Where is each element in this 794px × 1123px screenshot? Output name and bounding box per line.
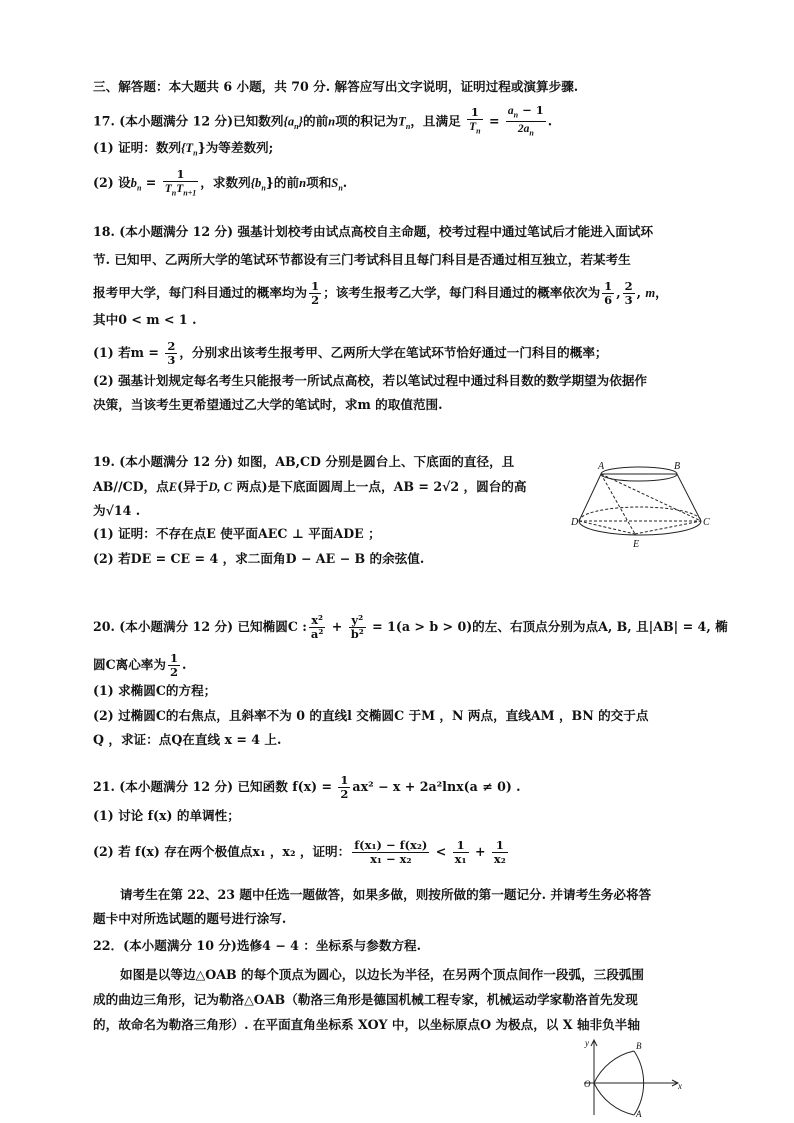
q17-frac-rhs: $\frac{a_n - 1}{2a_n}$: [507, 103, 544, 138]
label-d: D: [571, 517, 579, 528]
reuleaux-figure: [582, 1037, 687, 1119]
q21-line1: 21. (本小题满分 12 分) 已知函数 f(x) = $\frac{1}{2}$ ax² − x + 2a²lnx(a ≠ 0) .: [93, 773, 521, 801]
segment-de: [579, 521, 635, 534]
q17-frac-lhs: $\frac{1}{T_n}$: [469, 105, 481, 136]
right-generatrix: [677, 474, 701, 521]
q17-frac-b: $\frac{1}{T_nT_{n+1}}$: [164, 167, 197, 198]
q19-part2: (2) 若DE = CE = 4 ，求二面角D − AE − B 的余弦值.: [93, 551, 425, 566]
q20-line1: 20. (本小题满分 12 分) 已知椭圆C : $\frac{\text{x²}}{\text{a²}}$ + $\frac{\text{y²}}{\text{b²}}$ = 1(a > b > 0)的左、右顶点分别为点A, B, 且|AB| = 4, 椭: [93, 613, 728, 641]
frustum-figure: [562, 455, 717, 555]
q18-part1: (1) 若m = $\frac{2}{3}$ ，分别求出该考生报考甲、乙两所大学在笔试环节恰好通过一门科目的概率；: [93, 339, 608, 367]
note-line2: 题卡中对所选试题的题号进行涂写.: [93, 911, 287, 926]
note-line1: 请考生在第 22、23 题中任选一题做答，如果多做，则按所做的第一题记分. 并请考生务必将答: [120, 887, 652, 902]
q17-part2: (2) 设$b_n$ = $\frac{1}{T_nT_{n+1}}$ ，求数列$\{b_n\}$的前n项和$S_n$.: [93, 167, 348, 198]
label-o: O: [584, 1079, 591, 1089]
q22-line2: 成的曲边三角形，记为勒洛△OAB（勒洛三角形是德国机械工程专家，机械运动学家勒洛首先发现: [93, 992, 638, 1007]
label-y: y: [585, 1038, 589, 1048]
q18-part2-cont: 决策，当该考生更希望通过乙大学的笔试时，求m 的取值范围.: [93, 397, 443, 412]
arc-ao: [594, 1083, 634, 1115]
label-a2: A: [636, 1109, 642, 1119]
q18-line2: 节. 已知甲、乙两所大学的笔试环节都设有三门考试科目且每门科目是否通过相互独立，若某考生: [93, 252, 631, 267]
arc-ba: [634, 1051, 644, 1115]
q20-part2-cont: Q ，求证：点Q在直线 x = 4 上.: [93, 732, 282, 747]
left-generatrix: [579, 474, 601, 521]
q20-line2: 圆C离心率为 $\frac{1}{2}$ .: [93, 651, 187, 679]
label-c: C: [703, 517, 710, 528]
segment-ae: [601, 474, 635, 534]
label-x: x: [678, 1081, 682, 1091]
label-a: A: [598, 461, 605, 472]
q20-part2: (2) 过椭圆C的右焦点，且斜率不为 0 的直线l 交椭圆C 于M ，N 两点，直线AM ，BN 的交于点: [93, 708, 649, 723]
q22-title: 22．(本小题满分 10 分)选修4 − 4 ：坐标系与参数方程.: [93, 938, 422, 953]
q17-part1: (1) 证明：数列$\{T_n\}$为等差数列;: [93, 140, 274, 158]
q18-part2: (2) 强基计划规定每名考生只能报考一所试点高校，若以笔试过程中通过科目数的数学期望为依据作: [93, 373, 648, 388]
q21-part1: (1) 讨论 f(x) 的单调性；: [93, 808, 240, 823]
section-header: 三、解答题：本大题共 6 小题，共 70 分. 解答应写出文字说明，证明过程或演算步骤.: [93, 79, 579, 94]
q19-line2: AB//CD，点E(异于D, C 两点)是下底面圆周上一点，AB = 2√2 ，圆台的高: [93, 479, 527, 494]
q18-line4: 其中0 < m < 1 .: [93, 312, 197, 327]
label-b: B: [674, 461, 681, 472]
label-e: E: [633, 539, 640, 550]
q22-line3: 的，故命名为勒洛三角形）. 在平面直角坐标系 XOY 中，以坐标原点O 为极点，以 X 轴非负半轴: [93, 1017, 640, 1032]
q17-stem: 17. (本小题满分 12 分)已知数列$\{a_n\}$的前n项的积记为$T_n$，且满足 $\frac{1}{T_n}$ = $\frac{a_n - 1}{2a_n}$ .: [93, 103, 553, 138]
q19-line3: 为√14 .: [93, 503, 141, 518]
q20-part1: (1) 求椭圆C的方程；: [93, 683, 217, 698]
q19-line1: 19. (本小题满分 12 分) 如图，AB,CD 分别是圆台上、下底面的直径，且: [93, 454, 515, 469]
q19-part1: (1) 证明：不存在点E 使平面AEC ⊥ 平面ADE ；: [93, 526, 381, 541]
q18-line1: 18. (本小题满分 12 分) 强基计划校考由试点高校自主命题，校考过程中通过笔试后才能进入面试环: [93, 224, 654, 239]
segment-ec: [635, 521, 701, 534]
arc-ob: [594, 1051, 634, 1083]
q18-line3: 报考甲大学，每门科目通过的概率均为 $\frac{1}{2}$ ；该考生报考乙大学，每门科目通过的概率依次为 $\frac{1}{6}$ , $\frac{2}{3}$ , m，: [93, 279, 668, 307]
bottom-base-back: [579, 507, 701, 521]
q21-part2: (2) 若 f(x) 存在两个极值点x₁ ，x₂ ，证明： $\frac{\text{f(x₁) − f(x₂)}}{\text{x₁ − x₂}}$ < $\frac{1}{\text{x₁}}$ + $\frac{1}{\text{x₂}}$: [93, 838, 506, 866]
q22-line1: 如图是以等边△OAB 的每个顶点为圆心，以边长为半径，在另两个顶点间作一段弧，三段弧围: [120, 967, 645, 982]
label-b2: B: [636, 1041, 642, 1051]
